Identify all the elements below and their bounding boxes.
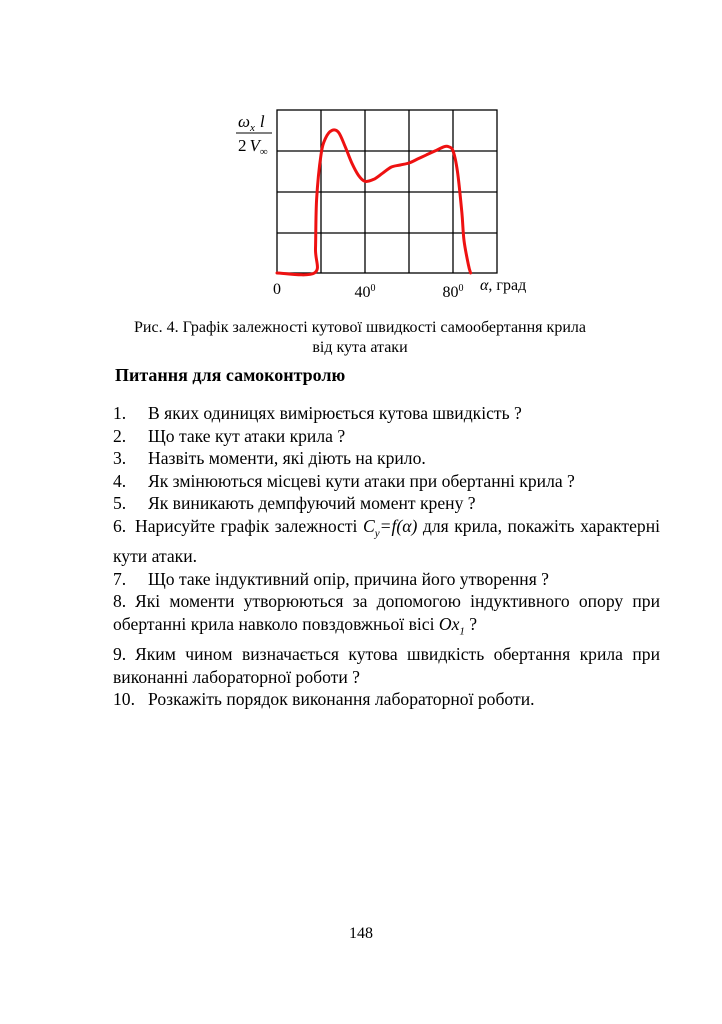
figure-caption [100, 318, 620, 358]
question-item: 9. Яким чином визначається кутова швидкість обертання крила при виконанні лабораторної роботи ? [113, 643, 660, 687]
figure-caption-line-1: Рис. 4. Графік залежності кутової швидкості самообертання крила [134, 319, 586, 336]
x-tick-label-0: 0 [273, 281, 281, 298]
y-axis-label [236, 112, 272, 158]
chart [230, 100, 540, 300]
question-item: 1. В яких одиницях вимірюється кутова швидкість ? [113, 403, 522, 423]
question-item: 10. Розкажіть порядок виконання лабораторної роботи. [113, 689, 535, 710]
question-item: 8. Які моменти утворюються за допомогою індуктивного опору при обертанні крила навколо повздовжньої вісі $Ox_1$ ? [113, 591, 660, 638]
x-tick-label-80: $80^0$ [442, 283, 464, 300]
question-list [113, 402, 660, 711]
page-number: 148 [349, 925, 373, 942]
question-item: 2. Що таке кут атаки крила ? [113, 425, 346, 446]
svg-text:ωxl: $\omega_x$ l [238, 112, 265, 134]
figure-caption-line-2: від кута атаки [312, 339, 408, 356]
x-tick-label-40: $40^0$ [354, 283, 376, 300]
x-tick-labels [273, 281, 464, 300]
x-axis-label: α, град [480, 277, 527, 294]
section-heading: Питання для самоконтролю [115, 365, 346, 385]
question-item: 4. Як змінюються місцеві кути атаки при обертанні крила ? [113, 470, 575, 491]
question-item: 6. Нарисуйте графік залежності $C_y=f(\alpha)$ для крила, покажіть характерні кути атаки. [113, 515, 661, 567]
question-item: 3. Назвіть моменти, які діють на крило. [113, 448, 426, 469]
question-item: 7. Що таке індуктивний опір, причина його утворення ? [113, 568, 549, 589]
question-item: 5. Як виникають демпфуючий момент крену ? [113, 493, 476, 514]
svg-text:2V∞: 2 $V_\infty$ [238, 136, 268, 158]
